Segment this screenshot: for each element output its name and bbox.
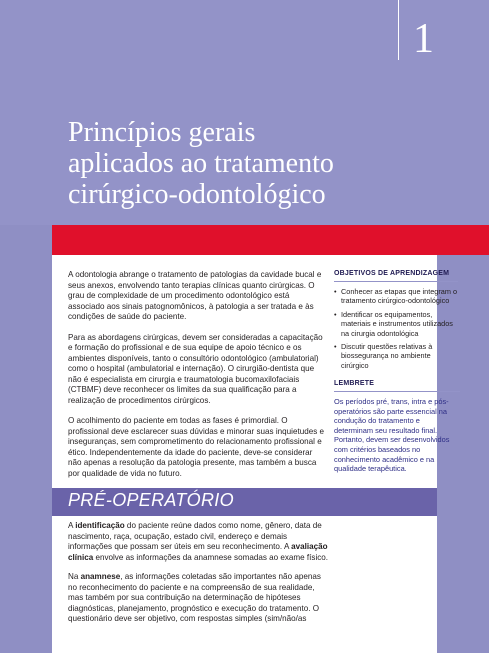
chapter-header: [0, 0, 489, 225]
reminder-text: Os períodos pré, trans, intra e pós-operatórios são parte essencial na condução do tratamento e determinam seu resultado final. Portanto, devem ser desenvolvidos com critérios baseados no conhecimento acadêmico e na qualidade terapêutica.: [334, 397, 450, 474]
text-run: do paciente reúne dados como nome, gênero, data de nascimento, raça, ocupação, estado civil, endereço e demais informações que possam ser úteis em seu reconhecimento. A: [68, 521, 322, 551]
chapter-number-divider: [398, 0, 399, 60]
learning-objectives-box: [334, 270, 458, 374]
objective-item: [334, 310, 458, 338]
section-title: PRÉ-OPERATÓRIO: [68, 490, 234, 510]
objective-item: [334, 287, 458, 306]
intro-paragraph: A odontologia abrange o tratamento de patologias da cavidade bucal e seus anexos, envolvendo tanto terapias clínicas quanto cirúrgicas. O grau de complexidade de um procedimento odontológico está associado aos sinais patognomônicos, à patologia a ser tratada e às condições de saúde do paciente.: [68, 270, 322, 321]
chapter-title: [68, 117, 468, 210]
objective-text: Discutir questões relativas à biossegurança no ambiente cirúrgico: [341, 342, 433, 370]
bold-term: anamnese: [80, 572, 121, 581]
accent-red-band: [52, 225, 489, 255]
objective-text: Conhecer as etapas que integram o tratamento cirúrgico-odontológico: [341, 287, 458, 306]
chapter-title-line: cirúrgico-odontológico: [68, 179, 326, 210]
chapter-title-line: Princípios gerais: [68, 117, 256, 148]
bold-term: identificação: [75, 521, 125, 530]
intro-paragraph: O acolhimento do paciente em todas as fases é primordial. O profissional deve esclarecer suas dúvidas e minorar suas inquietudes e inseguranças, sem comprometimento do relacionamento profissional e ético. Independentemente da idade do paciente, deve-se considerar não apenas a resolução da patologia presente, mas também a busca por qualidade de vida no futuro.: [68, 416, 324, 478]
intro-text-column: [68, 270, 326, 489]
objectives-list: [334, 287, 458, 370]
bullet-icon: •: [334, 287, 337, 296]
preoperative-paragraph: [68, 572, 330, 625]
intro-paragraph: Para as abordagens cirúrgicas, devem ser consideradas a capacitação e formação do profissional e de sua equipe de apoio técnico e os ambientes disponíveis, tanto o consultório odontológico (ambulatorial) como o hospital (ambulatorial e internação). O cirurgião-dentista que não é especialista em cirurgia e traumatologia bucomaxilofaciais (CTBMF) deve reconhecer os limites da sua qualificação para a realização de procedimentos cirúrgicos.: [68, 332, 323, 405]
bullet-icon: •: [334, 309, 337, 319]
objective-text: Identificar os equipamentos, materiais e instrumentos utilizados na cirurgia odontológica: [341, 309, 453, 338]
objectives-heading: OBJETIVOS DE APRENDIZAGEM: [334, 270, 458, 282]
preoperative-text-column: [68, 521, 330, 634]
chapter-title-line: aplicados ao tratamento: [68, 148, 334, 179]
text-run: , as informações coletadas são importantes não apenas no reconhecimento do paciente e na compreensão de sua realidade, mas também por sua contribuição na determinação de hipóteses diagnósticas, planejamento, prognóstico e execução do tratamento. O questionário deve ser objetivo, com respostas simples (sim/não/as: [68, 572, 321, 623]
chapter-number: 1: [413, 16, 434, 62]
text-run: A: [68, 521, 76, 530]
reminder-box: [334, 380, 460, 474]
bullet-icon: •: [334, 342, 337, 352]
text-run: Na: [68, 572, 81, 581]
bold-term: avaliação clínica: [68, 542, 328, 562]
text-run: envolve as informações da anamnese somadas ao exame físico.: [93, 552, 329, 562]
preoperative-paragraph: [68, 521, 330, 563]
reminder-heading: LEMBRETE: [334, 380, 460, 392]
objective-item: [334, 342, 458, 370]
